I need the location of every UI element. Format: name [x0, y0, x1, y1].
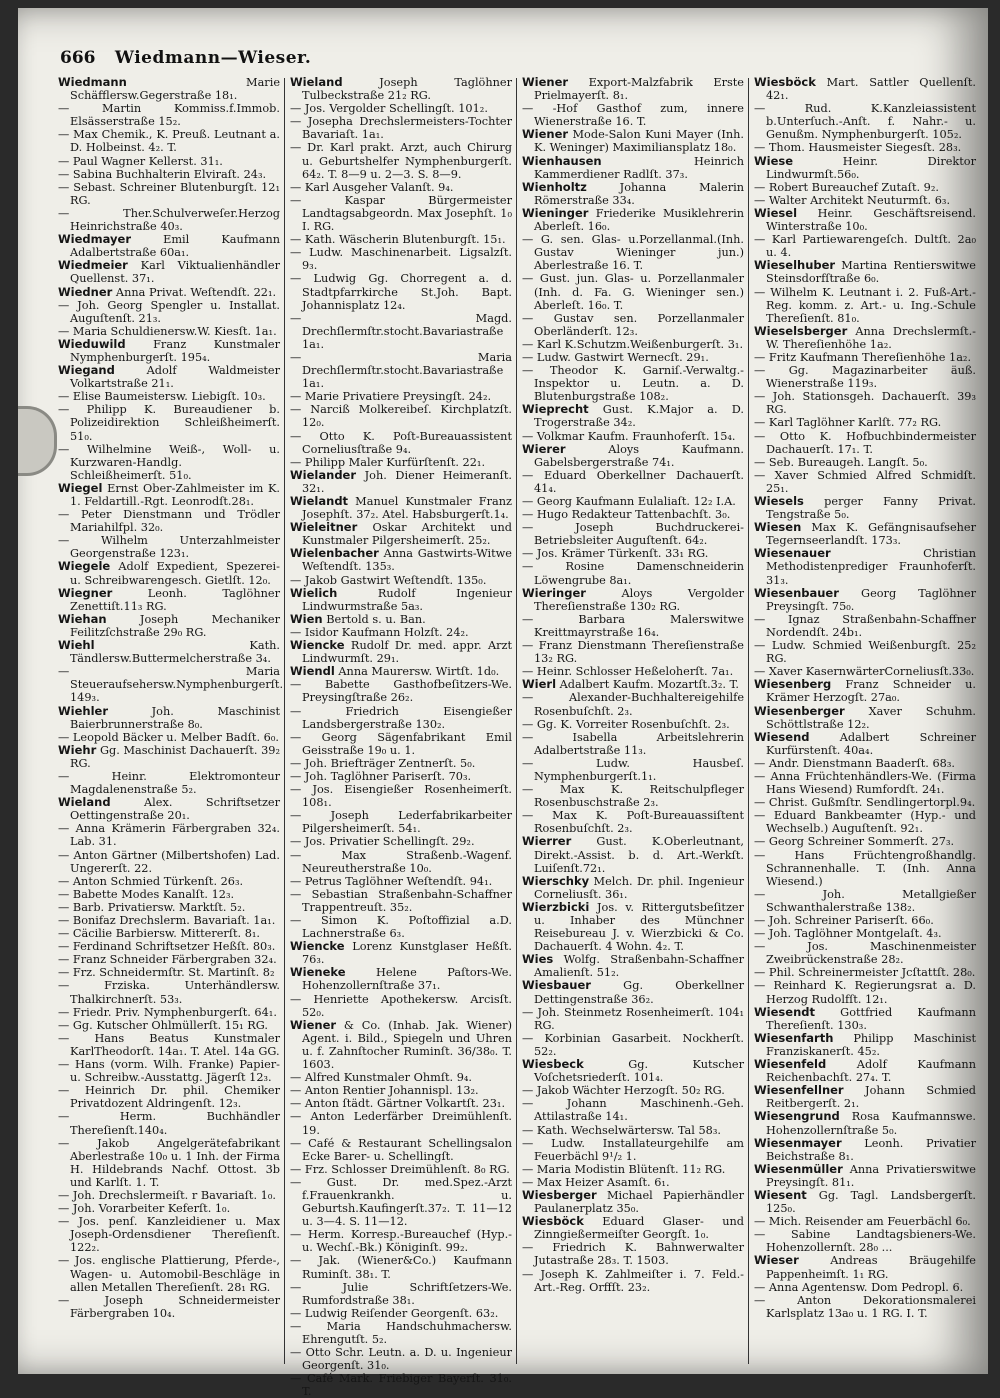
directory-entry: — Theodor K. Garniſ.-Verwaltg.-Inspektor u. Leutn. a. D. Blutenburgstraße 108₂. — [522, 364, 744, 404]
entry-surname: Wieringer — [522, 585, 586, 600]
directory-entry: — Wilhelmine Weiß-, Woll- u. Kurzwaren-Handlg. Schleißheimerſt. 51₀. — [58, 442, 280, 482]
entry-surname: Wienholtz — [522, 179, 587, 194]
directory-entry: Wiesenfeld Adolf Kaufmann Reichenbachſt. 27₄. T. — [754, 1057, 976, 1085]
column-1 — [58, 75, 284, 1366]
directory-entry: Wiencke Lorenz Kunstglaser Heßſt. 76₃. — [290, 939, 512, 967]
entry-surname: Wiesenbauer — [754, 585, 839, 600]
directory-entry: — Joh. Stationsgeh. Dachauerſt. 39₃ RG. — [754, 390, 976, 417]
entry-surname: Wiedmann — [58, 75, 127, 89]
entry-surname: Wiegand — [58, 363, 115, 378]
directory-entry: Wielander Joh. Diener Heimeranſt. 32₁. — [290, 467, 512, 495]
directory-entry: — Josepha Drechslermeisters-Tochter Bavariaſt. 1a₁. — [290, 115, 512, 142]
directory-entry: — Friedrich Eisengießer Landsbergerstraße 130₂. — [290, 704, 512, 731]
entry-surname: Wierzbicki — [522, 899, 590, 914]
directory-entry: Wiesböck Mart. Sattler Quellenſt. 42₁. — [754, 75, 976, 103]
directory-entry: Wieninger Friederike Musiklehrerin Aberleſt. 16₀. — [522, 205, 744, 234]
entry-surname: Wiener — [290, 1017, 337, 1032]
directory-entry: Wielenbacher Anna Gastwirts-Witwe Weſtendſt. 135₃. — [290, 546, 512, 574]
directory-entry: Wiener Mode-Salon Kuni Mayer (Inh. K. Weninger) Maximiliansplatz 18₀. — [522, 127, 744, 155]
directory-entry: Wierzbicki Jos. v. Rittergutsbeſitzer u. Inhaber des Münchner Reisebureau J. v. Wierzbicki & Co. Dachauerſt. 4 Wohn. 4₂. T. — [522, 899, 744, 954]
directory-entry: Wiehr Gg. Maschinist Dachauerſt. 39₂ RG. — [58, 742, 280, 770]
directory-entry: — Joseph Schneidermeister Färbergraben 10₄. — [58, 1293, 280, 1320]
page-number: 666 — [60, 48, 96, 68]
directory-entry: — Fritz Kaufmann Thereſienhöhe 1a₂. — [754, 350, 972, 364]
directory-entry: — Joh. Briefträger Zentnerſt. 5₀. — [290, 756, 476, 770]
directory-entry: Wieleitner Oskar Architekt und Kunstmaler Pilgersheimerſt. 25₂. — [290, 520, 512, 548]
directory-entry: — Joh. Vorarbeiter Keferſt. 1₀. — [58, 1202, 231, 1216]
directory-entry: — Anton Lederfärber Dreimühlenſt. 19. — [290, 1110, 512, 1137]
directory-entry: Wierschky Melch. Dr. phil. Ingenieur Corneliusſt. 36₁. — [522, 873, 744, 901]
directory-entry: Wiesel Heinr. Geschäftsreisend. Winterstraße 10₀. — [754, 205, 976, 234]
directory-entry: — Jos. Vergolder Schellingſt. 101₂. — [290, 102, 488, 116]
directory-entry: — Jakob Wächter Herzogſt. 50₂ RG. — [522, 1084, 725, 1098]
directory-entry: — Café & Restaurant Schellingsalon Ecke Barer- u. Schellingſt. — [290, 1136, 512, 1163]
directory-entry: Wieselsberger Anna Drechslermſt.-W. Thereſienhöhe 1a₂. — [754, 323, 976, 351]
directory-entry: — Heinr. Schlosser Heßeloherſt. 7a₁. — [522, 665, 734, 679]
directory-entry: Wienholtz Johanna Malerin Römerstraße 33₄. — [522, 179, 744, 207]
directory-entry: — Martin Kommiss.f.Immob. Elsässerstraße 15₂. — [58, 102, 280, 129]
directory-entry: — Xaver KasernwärterCorneliusſt.33₀. — [754, 665, 975, 679]
entry-surname: Wiehan — [58, 611, 107, 626]
directory-entry: — Franz Dienstmann Thereſienstraße 13₂ RG. — [522, 639, 744, 666]
entry-surname: Wieneke — [290, 965, 346, 980]
directory-entry: — Maria Steueraufsehersw.Nymphenburgerſt. 149₃. — [58, 665, 284, 705]
directory-entry: — Joseph Buchdruckerei-Betriebsleiter Auguſtenſt. 64₂. — [522, 521, 744, 548]
directory-entry: — Hans Früchtengroßhandlg. Schrannenhalle. T. (Inh. Anna Wiesend.) — [754, 848, 976, 888]
entry-surname: Wiesenfellner — [754, 1083, 844, 1098]
entry-surname: Wiencke — [290, 939, 345, 954]
directory-entry: — Barb. Privatiersw. Marktſt. 5₂. — [58, 900, 246, 914]
directory-entry: — Kath. Wäscherin Blutenburgſt. 15₁. — [290, 233, 506, 247]
directory-entry: — Gust. jun. Glas- u. Porzellanmaler (Inh. d. Fa. G. Wieninger sen.) Aberleſt. 16₀. T. — [522, 272, 744, 312]
directory-entry: — Max Straßenb.-Wagenf. Neureutherstraße 10₀. — [290, 848, 512, 875]
directory-entry: — Paul Wagner Kellerst. 31₁. — [58, 154, 223, 168]
entry-surname: Wiener — [522, 127, 569, 142]
entry-surname: Wiesbeck — [522, 1057, 584, 1072]
directory-entry: — Maria Schuldienersw.W. Kiesſt. 1a₁. — [58, 324, 277, 338]
entry-surname: Wiencke — [290, 638, 345, 653]
directory-entry: — Otto K. Poſt-Bureauassistent Corneliusſtraße 9₄. — [290, 429, 512, 456]
directory-entry: — Jos. Eisengießer Rosenheimerſt. 108₁. — [290, 783, 512, 810]
entry-surname: Wieland — [290, 75, 343, 89]
directory-entry: — Max Chemik., K. Preuß. Leutnant a. D. Holbeinst. 4₂. T. — [58, 128, 280, 155]
directory-entry: — Joh. Taglöhner Montgelaſt. 4₃. — [754, 927, 942, 941]
directory-entry: — Ignaz Straßenbahn-Schaffner Nordendſt. 24b₁. — [754, 612, 976, 639]
directory-entry: — Bonifaz Drechslerm. Bavariaſt. 1a₁. — [58, 914, 276, 927]
directory-entry: — Jakob Gastwirt Weſtendſt. 135₀. — [290, 573, 487, 587]
directory-entry: Wiehan Joseph Mechaniker Feilitzſchstraße 29₀ RG. — [58, 611, 280, 639]
entry-surname: Wiegel — [58, 480, 103, 495]
directory-entry: — Ludw. Hausbeſ. Nymphenburgerſt.1₁. — [522, 756, 744, 783]
directory-entry: Wierl Adalbert Kaufm. Mozartſt.3₂. T. — [522, 677, 740, 692]
directory-entry: — Eduard Oberkellner Dachauerſt. 41₄. — [522, 468, 744, 495]
directory-entry: — Ludw. Gastwirt Wernecſt. 29₁. — [522, 350, 709, 364]
directory-entry: Wiegel Ernst Ober-Zahlmeister im K. 1. Feldartill.-Rgt. Leonrodſt.28₁. — [58, 480, 280, 508]
directory-entry: — Rud. K.Kanzleiassistent b.Unterſuch.-Anſt. f. Nahr.- u. Genußm. Nymphenburgerſt. 105₂. — [754, 102, 976, 142]
directory-entry: — Anna Agentensw. Dom Pedropl. 6. — [754, 1280, 964, 1294]
directory-entry: Wiehler Joh. Maschinist Baierbrunnerstraße 8₀. — [58, 703, 280, 731]
directory-entry: Wiedmayer Emil Kaufmann Adalbertstraße 60a₁. — [58, 232, 280, 260]
directory-entry: — Herm. Buchhändler Thereſienſt.140₄. — [58, 1110, 280, 1137]
entry-surname: Wiesberger — [522, 1187, 597, 1202]
entry-surname: Wiedmayer — [58, 232, 132, 247]
entry-surname: Wiedmeier — [58, 258, 128, 273]
directory-entry: — Mich. Reisender am Feuerbächl 6₀. — [754, 1215, 971, 1229]
directory-entry: — Philipp Maler Kurfürſtenſt. 22₁. — [290, 455, 486, 469]
directory-entry: — Max K. Poſt-Bureauassiſtent Rosenbuſchſt. 2₃. — [522, 809, 744, 836]
directory-entry: Wieser Andreas Bräugehilfe Pappenheimſt. 1₁ RG. — [754, 1253, 976, 1281]
entry-surname: Wiesent — [754, 1187, 807, 1202]
directory-entry: — Philipp K. Bureaudiener b. Polizeidirektion Schleißheimerſt. 51₀. — [58, 403, 280, 443]
directory-entry: — Jakob Angelgerätefabrikant Aberlestraße 10₀ u. 1 Inh. der Firma H. Hildebrands Nachf. Ottost. 3b und Karlſt. 1. T. — [58, 1136, 280, 1189]
directory-entry: — Henriette Apothekersw. Arcisſt. 52₀. — [290, 992, 512, 1019]
entry-surname: Wiesenfarth — [754, 1030, 834, 1045]
entry-surname: Wierer — [522, 441, 566, 456]
directory-entry: — Karl Ausgeher Valanſt. 9₄. — [290, 180, 454, 194]
directory-entry: — Gustav sen. Porzellanmaler Oberländerſt. 12₃. — [522, 311, 744, 338]
entry-surname: Wiegner — [58, 585, 113, 600]
directory-entry: — Ludw. Schmied Weißenburgſt. 25₂ RG. — [754, 639, 976, 666]
directory-entry: — Frz. Schneidermſtr. St. Martinſt. 8₂ — [58, 966, 275, 980]
directory-entry: — Phil. Schreinermeister Jcſtattſt. 28₀. — [754, 966, 976, 980]
directory-entry: — Sabina Buchhalterin Elviraſt. 24₃. — [58, 167, 267, 181]
entry-surname: Wieduwild — [58, 336, 126, 351]
directory-entry: — Jos. Privatier Schellingſt. 29₂. — [290, 835, 475, 849]
directory-entry: — Friedrich K. Bahnwerwalter Jutastraße 28₃. T. 1503. — [522, 1241, 744, 1268]
entry-surname: Wierrer — [522, 834, 572, 849]
directory-entry: Wiesenfarth Philipp Maschinist Franziskanerſt. 45₂. — [754, 1030, 976, 1058]
columns-container — [58, 75, 978, 1398]
entry-surname: Wiesenberg — [754, 677, 832, 692]
directory-entry: — Joseph K. Zahlmeiſter i. 7. Feld.-Art.-Reg. Orffſt. 23₂. — [522, 1267, 744, 1294]
directory-entry: — Magd. Drechſlermſtr.stocht.Bavariastraße 1a₁. — [290, 311, 512, 351]
directory-entry: — Café Mark. Friebiger Bayerſt. 31₀. T. — [290, 1372, 512, 1398]
entry-surname: Wiesbauer — [522, 978, 591, 993]
directory-entry: — Peter Dienstmann und Trödler Mariahilfpl. 32₀. — [58, 508, 280, 535]
directory-entry: — Jak. (Wiener&Co.) Kaufmann Ruminſt. 38₁. T. — [290, 1254, 512, 1281]
directory-entry: — Max K. Reitschulpfleger Rosenbuschstraße 2₃. — [522, 783, 744, 810]
entry-surname: Wies — [522, 952, 554, 967]
directory-entry: — Hugo Redakteur Tattenbachſt. 3₀. — [522, 508, 731, 522]
directory-entry: — Gg. K. Vorreiter Rosenbuſchſt. 2₃. — [522, 717, 730, 731]
directory-entry: — Heinrich Dr. phil. Chemiker Privatdozent Aldringenſt. 12₃. — [58, 1084, 280, 1111]
directory-entry: — Sebastian Straßenbahn-Schaffner Trappentreuſt. 35₂. — [290, 887, 512, 914]
page-header — [60, 48, 960, 74]
directory-entry: — Walter Architekt Neuturmſt. 6₃. — [754, 193, 951, 207]
directory-entry: Wiesenmayer Leonh. Privatier Beichstraße 8₁. — [754, 1135, 976, 1163]
directory-entry: — Anton ſtädt. Gärtner Volkartſt. 23₁. — [290, 1097, 506, 1111]
entry-surname: Wiesenfeld — [754, 1057, 827, 1072]
entry-surname: Wiesengrund — [754, 1109, 840, 1124]
directory-entry: Wiesböck Eduard Glaser- und Zinngießermeiſter Georgſt. 1₀. — [522, 1214, 744, 1242]
directory-entry: Wieprecht Gust. K.Major a. D. Trogerstraße 34₂. — [522, 402, 744, 430]
directory-entry: Wiesenmüller Anna Privatierswitwe Preysingſt. 81₁. — [754, 1161, 976, 1189]
directory-entry: — Christ. Gußmſtr. Sendlingertorpl.9₄. — [754, 796, 976, 810]
entry-surname: Wieninger — [522, 205, 589, 220]
directory-entry: — Anna Früchtenhändlers-We. (Firma Hans Wiesend) Rumfordſt. 24₁. — [754, 769, 976, 797]
directory-entry: — Maria Modistin Blütenſt. 11₂ RG. — [522, 1162, 726, 1176]
entry-surname: Wiendl — [290, 664, 335, 679]
directory-entry: — Julie Schriftſetzers-We. Rumfordstraße 38₁. — [290, 1280, 512, 1307]
directory-entry: — Joh. Metallgießer Schwanthalerstraße 138₂. — [754, 887, 976, 914]
directory-entry: — G. sen. Glas- u.Porzellanmal.(Inh. Gustav Wieninger jun.) Aberlestraße 16. T. — [522, 233, 744, 273]
entry-surname: Wiesendt — [754, 1004, 815, 1019]
directory-entry: — Anton Dekorationsmalerei Karlsplatz 13a₀ u. 1 RG. I. T. — [754, 1293, 976, 1320]
directory-entry: — Gg. Magazinarbeiter äuß. Wienerstraße 119₃. — [754, 364, 976, 391]
directory-entry: — Reinhard K. Regierungsrat a. D. Herzog Rudolfſt. 12₁. — [754, 979, 976, 1006]
directory-entry: — Joh. Drechslermeiſt. r Bavariaſt. 1₀. — [58, 1188, 276, 1202]
directory-entry: Wiesenbauer Georg Taglöhner Preysingſt. 75₀. — [754, 585, 976, 613]
directory-entry: — Karl Taglöhner Karlſt. 77₂ RG. — [754, 416, 942, 430]
directory-entry: Wiencke Rudolf Dr. med. appr. Arzt Lindwurmſt. 29₁. — [290, 638, 512, 666]
directory-entry: — Jos. Krämer Türkenſt. 33₁ RG. — [522, 547, 709, 561]
directory-entry: — Ludwig Reiſender Georgenſt. 63₂. — [290, 1306, 499, 1320]
directory-entry: — Otto K. Hofbuchbindermeister Dachauerſt. 17₁. T. — [754, 429, 976, 456]
directory-entry: Wiener Export-Malzfabrik Erste Prielmayerſt. 8₁. — [522, 75, 744, 103]
directory-entry: — Anton Rentier Johannispl. 13₂. — [290, 1084, 479, 1098]
directory-entry: Wiesenauer Christian Methodistenprediger Fraunhoferſt. 31₃. — [754, 546, 976, 587]
directory-entry: — Otto Schr. Leutn. a. D. u. Ingenieur Georgenſt. 31₀. — [290, 1346, 512, 1373]
directory-entry: — Sabine Landtagsbieners-We. Hohenzollernſt. 28₀ ... — [754, 1228, 976, 1255]
entry-surname: Wielenbacher — [290, 546, 379, 561]
entry-surname: Wiener — [522, 75, 569, 89]
directory-entry: — Narciß Molkereibeſ. Kirchplatzſt. 12₀. — [290, 403, 512, 430]
directory-entry: Wiesberger Michael Papierhändler Paulanerplatz 35₀. — [522, 1187, 744, 1216]
directory-entry: — Heinr. Elektromonteur Magdalenenstraße 5₂. — [58, 769, 280, 797]
directory-entry: Wiedner Anna Privat. Weſtendſt. 22₁. — [58, 284, 277, 299]
directory-entry: — Franz Schneider Färbergraben 32₄. — [58, 953, 277, 967]
directory-entry: Wiener & Co. (Inhab. Jak. Wiener) Agent. i. Bild., Spiegeln und Uhren u. f. Zahnſtocher Ruminſt. 36/38₀. T. 1603. — [290, 1017, 512, 1072]
entry-surname: Wiesen — [754, 520, 802, 535]
column-divider — [284, 78, 285, 1364]
entry-surname: Wiesenmayer — [754, 1135, 842, 1150]
directory-entry: Wierrer Gust. K.Oberleutnant, Direkt.-Assist. b. d. Art.-Werkſt. Luiſenſt.72₁. — [522, 834, 744, 875]
binder-tab — [18, 406, 57, 476]
directory-entry: — Sebast. Schreiner Blutenburgſt. 12₁ RG. — [58, 180, 280, 207]
directory-entry: — Jos. Maschinenmeister Zweibrückenstraße 28₂. — [754, 940, 976, 967]
directory-entry: — Jos. penſ. Kanzleidiener u. Max Joseph-Ordensdiener Thereſienſt. 122₂. — [58, 1215, 280, 1255]
directory-entry: — Maria Handschuhmachersw. Ehrengutſt. 5₂. — [290, 1319, 512, 1346]
directory-entry: Wieselhuber Martina Rentierswitwe Steinsdorfſtraße 6₀. — [754, 258, 976, 286]
directory-entry: Wiegand Adolf Waldmeister Volkartstraße 21₁. — [58, 363, 280, 391]
directory-entry: Wiehl Kath. Tändlersw.Buttermelcherstraße 3₄. — [58, 638, 280, 666]
entry-surname: Wiedner — [58, 284, 113, 299]
directory-entry: Wien Bertold s. u. Ban. — [290, 611, 426, 626]
entry-surname: Wiesel — [754, 205, 798, 220]
entry-surname: Wiegele — [58, 559, 111, 574]
directory-entry: Wiesen Max K. Gefängnisaufseher Tegernseerlandſt. 173₃. — [754, 520, 976, 548]
entry-surname: Wienhausen — [522, 153, 602, 168]
directory-entry: — Babette Gasthofbeſitzers-We. Preysingſtraße 26₂. — [290, 678, 512, 705]
directory-entry: — Babette Modes Kanalſt. 12₃. — [58, 887, 235, 901]
directory-entry: Wiese Heinr. Direktor Lindwurmſt.56₀. — [754, 153, 976, 181]
directory-entry: — Georg Schreiner Sommerſt. 27₃. — [754, 835, 955, 849]
directory-entry: — Kaspar Bürgermeister Landtagsabgeordn. Max Josephſt. 1₀ I. RG. — [290, 193, 512, 234]
directory-entry: — Joh. Georg Spengler u. Installat. Auguſtenſt. 21₃. — [58, 298, 280, 325]
directory-entry: — Herm. Korresp.-Bureauchef (Hyp.- u. Wechſ.-Bk.) Königinſt. 99₂. — [290, 1228, 512, 1255]
directory-entry: Wierer Aloys Kaufmann. Gabelsbergerstraße 74₁. — [522, 441, 744, 469]
entry-surname: Wieprecht — [522, 402, 589, 417]
directory-entry: Wieneke Helene Paſtors-We. Hohenzollernſtraße 37₁. — [290, 965, 512, 993]
directory-entry: Wies Wolfg. Straßenbahn-Schaffner Amalienſt. 51₂. — [522, 952, 744, 980]
directory-entry: — Xaver Schmied Alfred Schmidſt. 25₁. — [754, 468, 976, 495]
entry-surname: Wielander — [290, 467, 357, 482]
entry-surname: Wiehler — [58, 703, 109, 718]
page-range-title: Wiedmann—Wieser. — [114, 48, 312, 68]
entry-surname: Wiese — [754, 153, 794, 168]
directory-entry: — Frz. Schlosser Dreimühlenſt. 8₀ RG. — [290, 1162, 510, 1176]
directory-entry: — Joh. Schreiner Pariserſt. 66₀. — [754, 914, 934, 927]
directory-entry: Wienhausen Heinrich Kammerdiener Radlſt. 37₃. — [522, 153, 744, 181]
directory-entry: — Isidor Kaufmann Holzſt. 24₂. — [290, 625, 469, 639]
directory-entry: — Joseph Lederfabrikarbeiter Pilgersheimerſt. 54₁. — [290, 809, 512, 836]
directory-entry: — Friedr. Priv. Nymphenburgerſt. 64₁. — [58, 1005, 277, 1019]
directory-entry: — Georg Sägenfabrikant Emil Geisstraße 19₀ u. 1. — [290, 730, 512, 757]
entry-surname: Wieland — [58, 795, 111, 810]
directory-entry: Wiesendt Gottfried Kaufmann Thereſienſt. 130₃. — [754, 1004, 976, 1032]
directory-entry: Wiesbeck Gg. Kutscher Voſchetsriederſt. 101₄. — [522, 1057, 744, 1085]
entry-surname: Wielandt — [290, 494, 349, 508]
directory-entry: — Korbinian Gasarbeit. Nockherſt. 52₂. — [522, 1031, 744, 1058]
directory-entry: — Alfred Kunstmaler Ohmſt. 9₄. — [290, 1071, 473, 1085]
directory-entry: Wieland Joseph Taglöhner Tulbeckstraße 21₂ RG. — [290, 75, 512, 103]
entry-surname: Wien — [290, 611, 323, 626]
directory-entry: — Ferdinand Schriftsetzer Heßſt. 80₃. — [58, 940, 276, 954]
directory-entry: — Frziska. Unterhändlersw. Thalkirchnerſt. 53₃. — [58, 979, 280, 1006]
directory-entry: — Hans Beatus Kunstmaler KarlTheodorſt. 14a₁. T. Atel. 14a GG. — [58, 1031, 280, 1058]
directory-entry: Wiesenberger Xaver Schuhm. Schöttlstraße 12₂. — [754, 703, 976, 731]
directory-entry: — Petrus Taglöhner Weſtendſt. 94₁. — [290, 874, 493, 888]
entry-surname: Wiesend — [754, 729, 810, 744]
directory-entry: — Dr. Karl prakt. Arzt, auch Chirurg u. Geburtshelfer Nymphenburgerſt. 64₂. T. 8—9 u. 2—3. S. 8—9. — [290, 141, 512, 181]
entry-surname: Wieleitner — [290, 520, 358, 535]
directory-entry: — Ludw. Maschinenarbeit. Ligsalzſt. 9₃. — [290, 246, 512, 273]
entry-surname: Wiesenberger — [754, 703, 845, 718]
directory-entry: Wiesent Gg. Tagl. Landsbergerſt. 125₀. — [754, 1187, 976, 1216]
directory-entry: — Anton Gärtner (Milbertshofen) Lad. Ungererſt. 22. — [58, 848, 280, 875]
directory-entry: — Volkmar Kaufm. Fraunhoferſt. 15₄. — [522, 429, 736, 443]
directory-entry: — Georg Kaufmann Eulaliaſt. 12₂ I.A. — [522, 495, 736, 508]
directory-entry: Wiedmeier Karl Viktualienhändler Quellenst. 37₁. — [58, 258, 280, 286]
entry-surname: Wiesböck — [754, 75, 816, 89]
directory-entry: — Robert Bureauchef Zutaſt. 9₂. — [754, 180, 939, 194]
directory-entry: Wiedmann Marie Schäfflersw.Gegerstraße 18₁. — [58, 75, 280, 103]
directory-entry: — Jos. englische Plattierung, Pferde-, Wagen- u. Automobil-Beschläge in allen Metallen Thereſienſt. 28₁ RG. — [58, 1254, 280, 1294]
entry-surname: Wieselhuber — [754, 258, 836, 273]
entry-surname: Wiesenmüller — [754, 1161, 843, 1176]
directory-entry: — Gust. Dr. med.Spez.-Arzt f.Frauenkrankh. u. Geburtsh.Kaufingerſt.37₂. T. 11—12 u. 3—4. S. 11—12. — [290, 1175, 512, 1229]
directory-entry: Wieland Alex. Schriftsetzer Oettingenstraße 20₁. — [58, 795, 280, 823]
directory-entry: — Cäcilie Barbiersw. Mittererſt. 8₁. — [58, 927, 261, 941]
entry-surname: Wiehl — [58, 638, 95, 653]
directory-entry: — Anton Schmied Türkenſt. 26₃. — [58, 874, 244, 888]
directory-entry: Wieduwild Franz Kunstmaler Nymphenburgerſt. 195₄. — [58, 336, 280, 364]
directory-entry: — Leopold Bäcker u. Melber Badſt. 6₀. — [58, 730, 279, 744]
directory-entry: Wiesels perger Fanny Privat. Tengstraße 5₀. — [754, 494, 976, 522]
directory-entry: Wiegner Leonh. Taglöhner Zenettiſt.11₃ RG. — [58, 585, 280, 613]
column-divider — [748, 78, 749, 1364]
directory-entry: — Simon K. Poſtoffizial a.D. Lachnerstraße 6₃. — [290, 914, 512, 941]
directory-entry: Wielich Rudolf Ingenieur Lindwurmstraße 5a₃. — [290, 585, 512, 613]
directory-entry: — Alexander-Buchhaltereigehilfe Rosenbuſchſt. 2₃. — [522, 691, 744, 718]
directory-entry: — Max Heizer Asamſt. 6₁. — [522, 1175, 670, 1189]
directory-entry: — Marie Privatiere Preysingſt. 24₂. — [290, 390, 492, 404]
directory-entry: — Rosine Damenschneiderin Löwengrube 8a₁. — [522, 560, 744, 587]
directory-entry: Wiendl Anna Maurersw. Wirtſt. 1d₀. — [290, 664, 500, 679]
directory-entry: Wiesbauer Gg. Oberkellner Dettingenstraße 36₂. — [522, 978, 744, 1006]
directory-entry: — Joh. Steinmetz Rosenheimerſt. 104₁ RG. — [522, 1005, 744, 1032]
entry-surname: Wielich — [290, 585, 338, 600]
directory-entry: — Andr. Dienstmann Baaderſt. 68₃. — [754, 756, 955, 770]
column-4 — [754, 76, 976, 1366]
entry-surname: Wierschky — [522, 873, 590, 888]
directory-entry: — -Hof Gasthof zum, innere Wienerstraße 16. T. — [522, 102, 744, 129]
directory-entry: — Elise Baumeistersw. Liebigſt. 10₃. — [58, 390, 266, 404]
column-2 — [290, 75, 512, 1398]
directory-entry: — Wilhelm Unterzahlmeister Georgenstraße 123₁. — [58, 534, 280, 561]
entry-surname: Wiesels — [754, 494, 804, 508]
directory-entry: — Isabella Arbeitslehrerin Adalbertstraße 11₃. — [522, 730, 744, 757]
directory-entry: — Karl Partiewarengeſch. Dultſt. 2a₀ u. 4. — [754, 233, 976, 260]
entry-surname: Wieser — [754, 1253, 799, 1268]
directory-entry: — Hans (vorm. Wilh. Franke) Papier- u. Schreibw.-Ausstattg. Jägerſt 12₃. — [58, 1058, 280, 1085]
directory-entry: — Kath. Wechselwärtersw. Tal 58₃. — [522, 1123, 721, 1137]
directory-entry: — Anna Krämerin Färbergraben 32₄. Lab. 31. — [58, 822, 280, 849]
directory-entry: — Thom. Hausmeister Siegesſt. 28₃. — [754, 141, 962, 155]
directory-entry: — Johann Maschinenh.-Geh. Attilastraße 14₁. — [522, 1097, 744, 1124]
directory-entry: — Eduard Bankbeamter (Hyp.- und Wechselb.) Auguſtenſt. 92₁. — [754, 809, 976, 836]
directory-entry: Wieringer Aloys Vergolder Thereſienstraße 130₂ RG. — [522, 585, 744, 613]
directory-entry: Wiesenfellner Johann Schmied Reitbergerſt. 2₁. — [754, 1083, 976, 1111]
directory-entry: — Wilhelm K. Leutnant i. 2. Fuß-Art.-Reg. komm. z. Art.- u. Ing.-Schule Thereſienſt. 81₀. — [754, 285, 976, 325]
directory-entry: Wiesengrund Rosa Kaufmannswe. Hohenzollernſtraße 5₀. — [754, 1109, 976, 1137]
entry-surname: Wiehr — [58, 742, 97, 757]
entry-surname: Wierl — [522, 677, 557, 692]
directory-entry: — Ludw. Installateurgehilfe am Feuerbächl 9¹/₂ 1. — [522, 1136, 744, 1163]
directory-entry: Wiesenberg Franz Schneider u. Krämer Herzogſt. 27a₀. — [754, 677, 976, 705]
directory-page — [18, 8, 988, 1398]
directory-entry: — Karl K.Schutzm.Weißenburgerſt. 3₁. — [522, 337, 744, 351]
directory-entry: — Ludwig Gg. Chorregent a. d. Stadtpfarrkirche St.Joh. Bapt. Johannisplatz 12₄. — [290, 272, 512, 312]
directory-entry: Wiegele Adolf Expedient, Spezerei- u. Schreibwarengesch. Gietlſt. 12₀. — [58, 559, 280, 587]
entry-surname: Wieselsberger — [754, 323, 848, 338]
directory-entry: — Joh. Taglöhner Pariserſt. 70₃. — [290, 769, 472, 783]
directory-entry: — Ther.Schulverweſer.Herzog Heinrichstraße 40₃. — [58, 206, 280, 234]
directory-entry: — Barbara Malerswitwe Kreittmayrstraße 16₄. — [522, 612, 744, 639]
directory-entry: Wielandt Manuel Kunstmaler Franz Josephſt. 37₂. Atel. Habsburgerſt.1₄. — [290, 494, 512, 522]
entry-surname: Wiesböck — [522, 1214, 584, 1229]
directory-entry: — Maria Drechſlermſtr.stocht.Bavariastraße 1a₁. — [290, 350, 512, 391]
entry-surname: Wiesenauer — [754, 546, 831, 561]
directory-entry: — Gg. Kutscher Ohlmüllerſt. 15₁ RG. — [58, 1018, 268, 1032]
directory-entry: Wiesend Adalbert Schreiner Kurfürstenſt. 40a₄. — [754, 729, 976, 757]
column-3 — [522, 76, 744, 1366]
directory-entry: — Seb. Bureaugeh. Langſt. 5₀. — [754, 455, 928, 469]
column-divider — [516, 78, 517, 1364]
